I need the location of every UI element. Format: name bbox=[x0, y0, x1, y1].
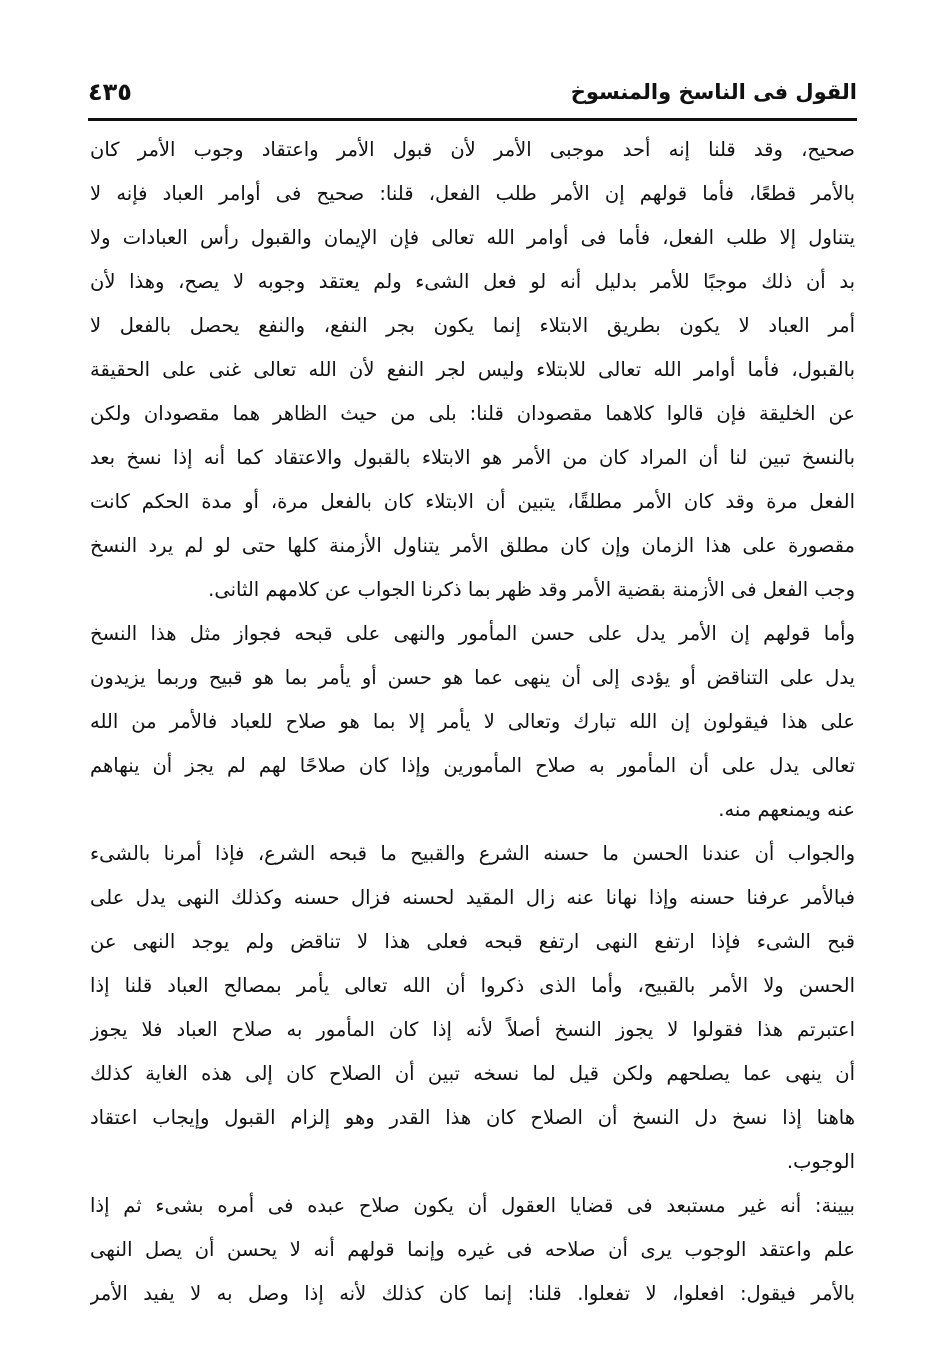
text-line: مقصورة على هذا الزمان وإن كان مطلق الأمر يتناول الأزمنة كلها حتى لو لم يرد النسخ bbox=[90, 534, 855, 557]
text-line: بالأمر قطعًا، فأما قولهم إن الأمر طلب الفعل، قلنا: صحيح فى أوامر العباد فإنه لا bbox=[90, 182, 855, 205]
page-body bbox=[90, 128, 855, 1316]
page-header bbox=[88, 78, 857, 114]
text-line: فبالأمر عرفنا حسنه وإذا نهانا عنه زال المقيد لحسنه فزال حسنه وكذلك النهى يدل على bbox=[90, 886, 855, 909]
text-line: أن ينهى عما يصلحهم ولكن قيل لما نسخه تبين أن الصلاح كان إلى هذه الغاية كذلك bbox=[90, 1062, 855, 1085]
text-line: بالأمر فيقول: افعلوا، لا تفعلوا. قلنا: إنما كان كذلك لأنه إذا وصل به لا يفيد الأمر bbox=[90, 1282, 855, 1305]
text-line: صحيح، وقد قلنا إنه أحد موجبى الأمر لأن قبول الأمر واعتقاد وجوب الأمر كان bbox=[90, 138, 855, 161]
page-number: ٤٣٥ bbox=[88, 78, 132, 106]
text-line: هاهنا إذا نسخ دل النسخ أن الصلاح كان هذا القدر وهو إلزام القبول وإيجاب اعتقاد bbox=[90, 1106, 855, 1129]
text-line: بد أن ذلك موجبًا للأمر بدليل أنه لو فعل الشىء ولم يعتقد وجوبه لا يصح، وهذا لأن bbox=[90, 270, 855, 293]
text-line: يتناول إلا طلب الفعل، فأما فى أوامر الله تعالى فإن الإيمان والقبول رأس العبادات ولا bbox=[90, 226, 855, 249]
text-line: علم واعتقد الوجوب يرى أن صلاحه فى غيره وإنما قولهم أنه لا يحسن أن يصل النهى bbox=[90, 1238, 855, 1261]
text-line: الفعل مرة وقد كان الأمر مطلقًا، يتبين أن الابتلاء كان بالفعل مرة، أو مدة الحكم كانت bbox=[90, 490, 855, 513]
text-line: والجواب أن عندنا الحسن ما حسنه الشرع والقبيح ما قبحه الشرع، فإذا أمرنا بالشىء bbox=[90, 842, 855, 865]
text-line: اعتبرتم هذا فقولوا لا يجوز النسخ أصلاً لأنه إذا كان المأمور به صلاح العباد فلا يجوز bbox=[90, 1018, 855, 1041]
paragraph bbox=[90, 832, 855, 1184]
text-line: عن الخليقة فإن قالوا كلاهما مقصودان قلنا: بلى من حيث الظاهر هما مقصودان ولكن bbox=[90, 402, 855, 425]
text-line: وجب الفعل فى الأزمنة بقضية الأمر وقد ظهر بما ذكرنا الجواب عن كلامهم الثانى. bbox=[208, 578, 855, 601]
text-line: قبح الشىء فإذا ارتفع النهى ارتفع قبحه فعلى هذا لا تناقض ولم يوجد النهى عن bbox=[90, 930, 855, 953]
text-line: يدل على التناقض أو يؤدى إلى أن ينهى عما هو حسن أو يأمر بما هو قبيح وربما يزيدون bbox=[90, 666, 855, 689]
text-line: بالنسخ تبين لنا أن المراد كان من الأمر هو الابتلاء بالقبول والاعتقاد كما أنه إذا نسخ بعد bbox=[90, 446, 855, 469]
text-line: الوجوب. bbox=[786, 1150, 855, 1173]
paragraph bbox=[90, 612, 855, 832]
text-line: تعالى يدل على أن المأمور به صلاح المأمورين وإذا كان صلاحًا لهم لم يجز أن ينهاهم bbox=[90, 754, 855, 777]
text-line: على هذا فيقولون إن الله تبارك وتعالى لا يأمر إلا بما هو صلاح للعباد فالأمر من الله bbox=[90, 710, 855, 733]
text-line: وأما قولهم إن الأمر يدل على حسن المأمور والنهى على قبحه فجواز مثل هذا النسخ bbox=[90, 622, 855, 645]
text-line: بيينة: أنه غير مستبعد فى قضايا العقول أن يكون صلاح عبده فى أمره بشىء ثم إذا bbox=[90, 1194, 855, 1217]
text-line: الحسن ولا الأمر بالقبيح، وأما الذى ذكروا أن الله تعالى يأمر بمصالح العباد قلنا إذا bbox=[90, 974, 855, 997]
running-title: القول فى الناسخ والمنسوخ bbox=[570, 80, 857, 104]
header-rule bbox=[88, 118, 857, 121]
paragraph bbox=[90, 1184, 855, 1316]
text-line: بالقبول، فأما أوامر الله تعالى للابتلاء وليس لجر النفع لأن الله تعالى غنى على الحقيقة bbox=[90, 358, 855, 381]
text-line: عنه ويمنعهم منه. bbox=[718, 798, 855, 821]
text-line: أمر العباد لا يكون بطريق الابتلاء إنما يكون بجر النفع، والنفع يحصل بالفعل لا bbox=[90, 314, 855, 337]
paragraph bbox=[90, 128, 855, 612]
